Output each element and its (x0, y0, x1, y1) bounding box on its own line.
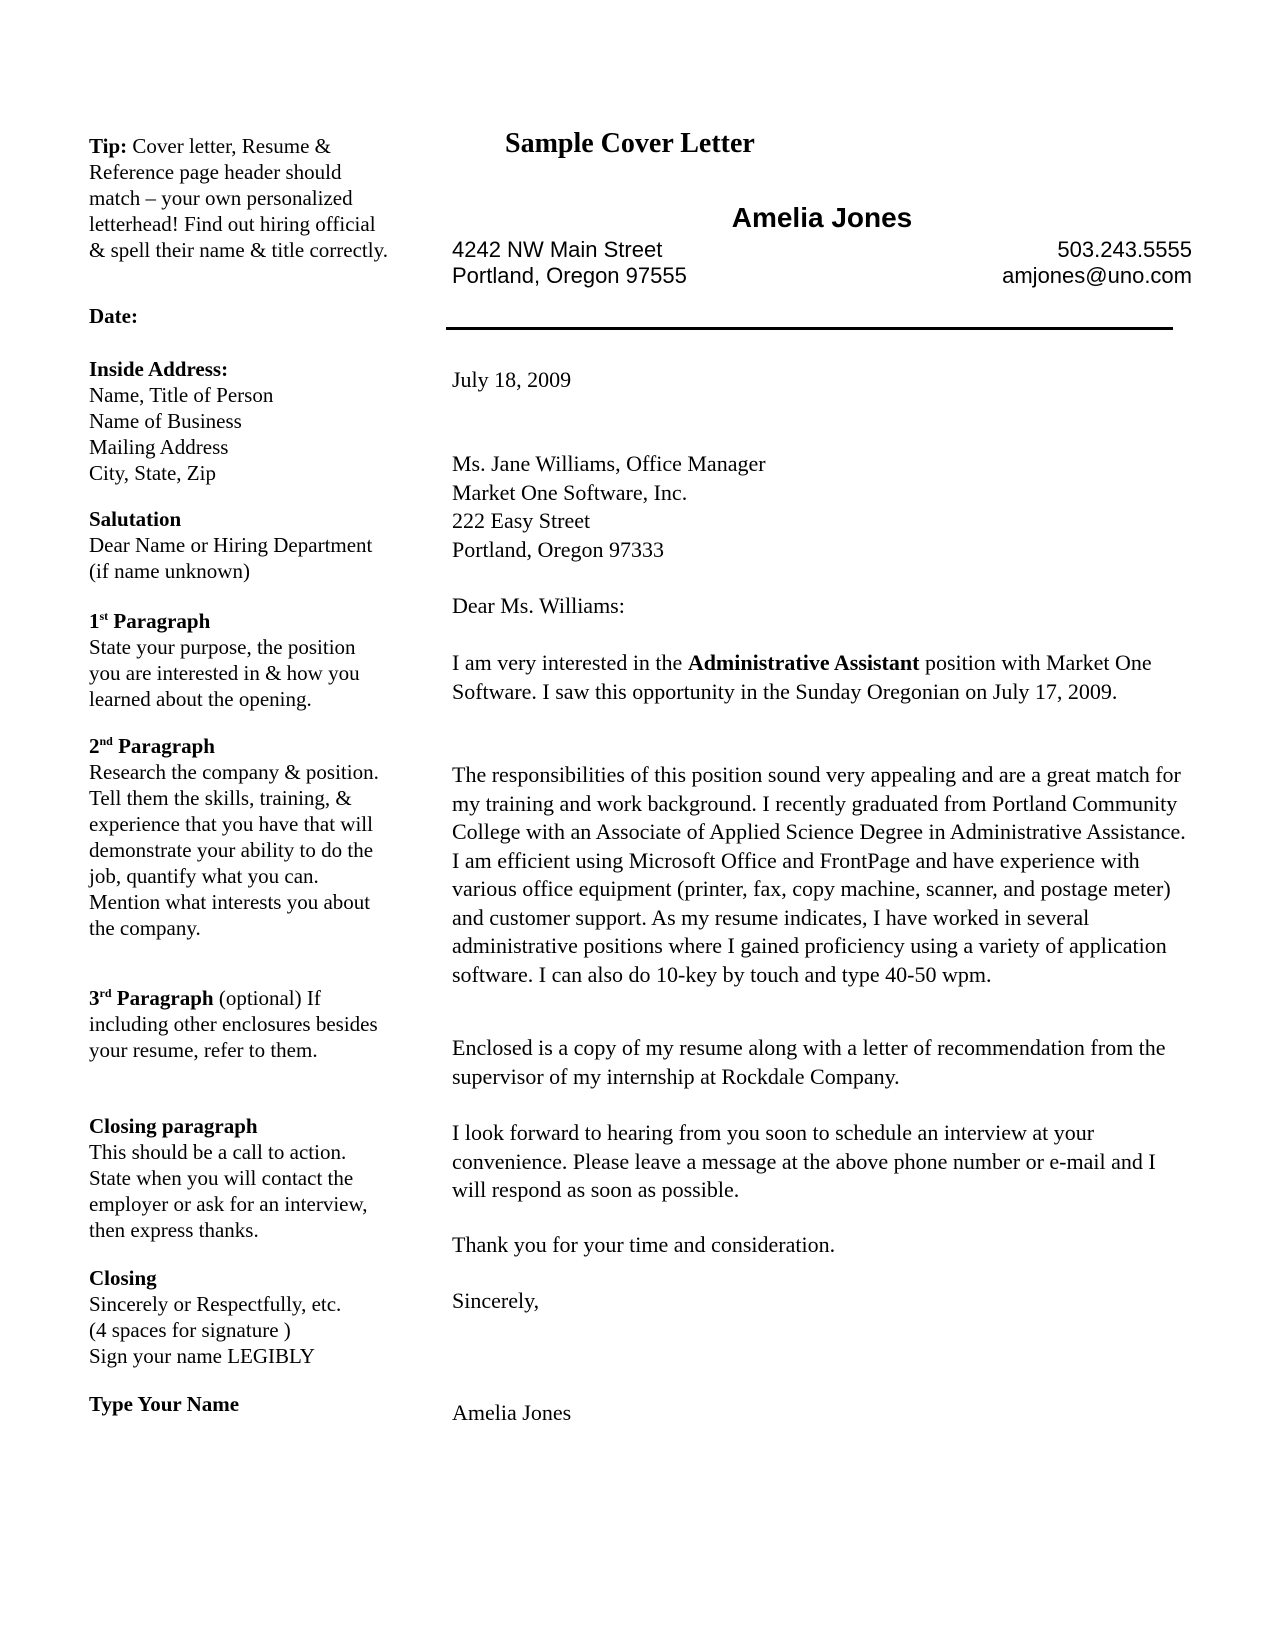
sender-email: amjones@uno.com (1002, 263, 1192, 288)
header-divider (446, 327, 1173, 330)
type-name-label: Type Your Name (89, 1392, 240, 1416)
closing-label: Closing (89, 1266, 157, 1290)
recipient-line: 222 Easy Street (452, 508, 591, 533)
letter-date: July 18, 2009 (452, 367, 572, 392)
letter-signature-name: Amelia Jones (452, 1400, 572, 1425)
letter-paragraph-4: I look forward to hearing from you soon to schedule an interview at your convenience. Please leave a message at the above phone number or e-mail and I will respond as soon as possible. (452, 1120, 1156, 1202)
sender-city: Portland, Oregon 97555 (452, 263, 687, 288)
paragraph-1-section (89, 608, 389, 712)
inside-address-line: Name, Title of Person (89, 383, 274, 407)
p1-heading: 1st Paragraph (89, 609, 211, 633)
inside-address-line: Mailing Address (89, 435, 229, 459)
p2-heading: 2nd Paragraph (89, 734, 215, 758)
tip-text: Cover letter, Resume & Reference page header should match – your own personalized letterhead! Find out hiring official & spell their name & title correctly. (89, 134, 388, 262)
salutation-label: Salutation (89, 507, 182, 531)
p1-text: State your purpose, the position you are interested in & how you learned about the opening. (89, 635, 360, 711)
tip-label: Tip: (89, 134, 128, 158)
p3-text: (optional) If including other enclosures besides your resume, refer to them. (89, 986, 378, 1062)
salutation-section (89, 506, 389, 584)
inside-address-line: Name of Business (89, 409, 242, 433)
recipient-address (452, 450, 1192, 564)
closing-paragraph-section (89, 1113, 389, 1243)
tip-section (89, 133, 389, 263)
type-name-section (89, 1391, 389, 1417)
letter-paragraph-1: I am very interested in the Administrative Assistant position with Market One Software. I saw this opportunity in the Sunday Oregonian on July 17, 2009. (452, 650, 1152, 704)
letter-paragraph-2: The responsibilities of this position sound very appealing and are a great match for my training and work background. I recently graduated from Portland Community College with an Associate of Applied Science Degree in Administrative Assistance. I am efficient using Microsoft Office and FrontPage and have experience with various office equipment (printer, fax, copy machine, scanner, and postage meter) and customer support. As my resume indicates, I have worked in several administrative positions where I gained proficiency using a variety of application software. I can also do 10-key by touch and type 40-50 wpm. (452, 762, 1186, 987)
page-title: Sample Cover Letter (505, 128, 755, 159)
date-label: Date: (89, 304, 138, 328)
closing-paragraph-text: This should be a call to action. State when you will contact the employer or ask for an interview, then express thanks. (89, 1140, 368, 1242)
letter-paragraph-3: Enclosed is a copy of my resume along with a letter of recommendation from the supervisor of my internship at Rockdale Company. (452, 1035, 1166, 1089)
recipient-line: Ms. Jane Williams, Office Manager (452, 451, 766, 476)
paragraph-3-section (89, 985, 389, 1063)
closing-section (89, 1265, 389, 1369)
p3-paragraph (89, 985, 389, 1063)
recipient-line: Market One Software, Inc. (452, 479, 688, 505)
tip-paragraph (89, 133, 389, 263)
closing-line: Sign your name LEGIBLY (89, 1344, 315, 1368)
inside-address-label: Inside Address: (89, 357, 229, 381)
position-title: Administrative Assistant (687, 650, 920, 675)
inside-address-section (89, 356, 389, 486)
sender-name-heading: Amelia Jones (731, 202, 913, 233)
recipient-line: Portland, Oregon 97333 (452, 536, 665, 562)
letter-closing: Sincerely, (452, 1288, 540, 1313)
p3-heading: 3rd Paragraph (89, 986, 214, 1010)
date-section (89, 303, 389, 329)
salutation-text: Dear Name or Hiring Department (if name unknown) (89, 533, 373, 583)
closing-line: Sincerely or Respectfully, etc. (89, 1292, 342, 1316)
sender-phone: 503.243.5555 (1057, 237, 1192, 262)
sender-street: 4242 NW Main Street (452, 237, 663, 262)
inside-address-line: City, State, Zip (89, 461, 216, 485)
letter-paragraph-5: Thank you for your time and consideration. (452, 1232, 836, 1257)
closing-line: (4 spaces for signature ) (89, 1318, 291, 1342)
p2-text: Research the company & position. Tell them the skills, training, & experience that you have that will demonstrate your ability to do the job, quantify what you can. Mention what interests you about the company. (89, 760, 379, 940)
paragraph-2-section (89, 733, 389, 941)
letter-salutation: Dear Ms. Williams: (452, 593, 625, 618)
closing-paragraph-label: Closing paragraph (89, 1114, 258, 1138)
